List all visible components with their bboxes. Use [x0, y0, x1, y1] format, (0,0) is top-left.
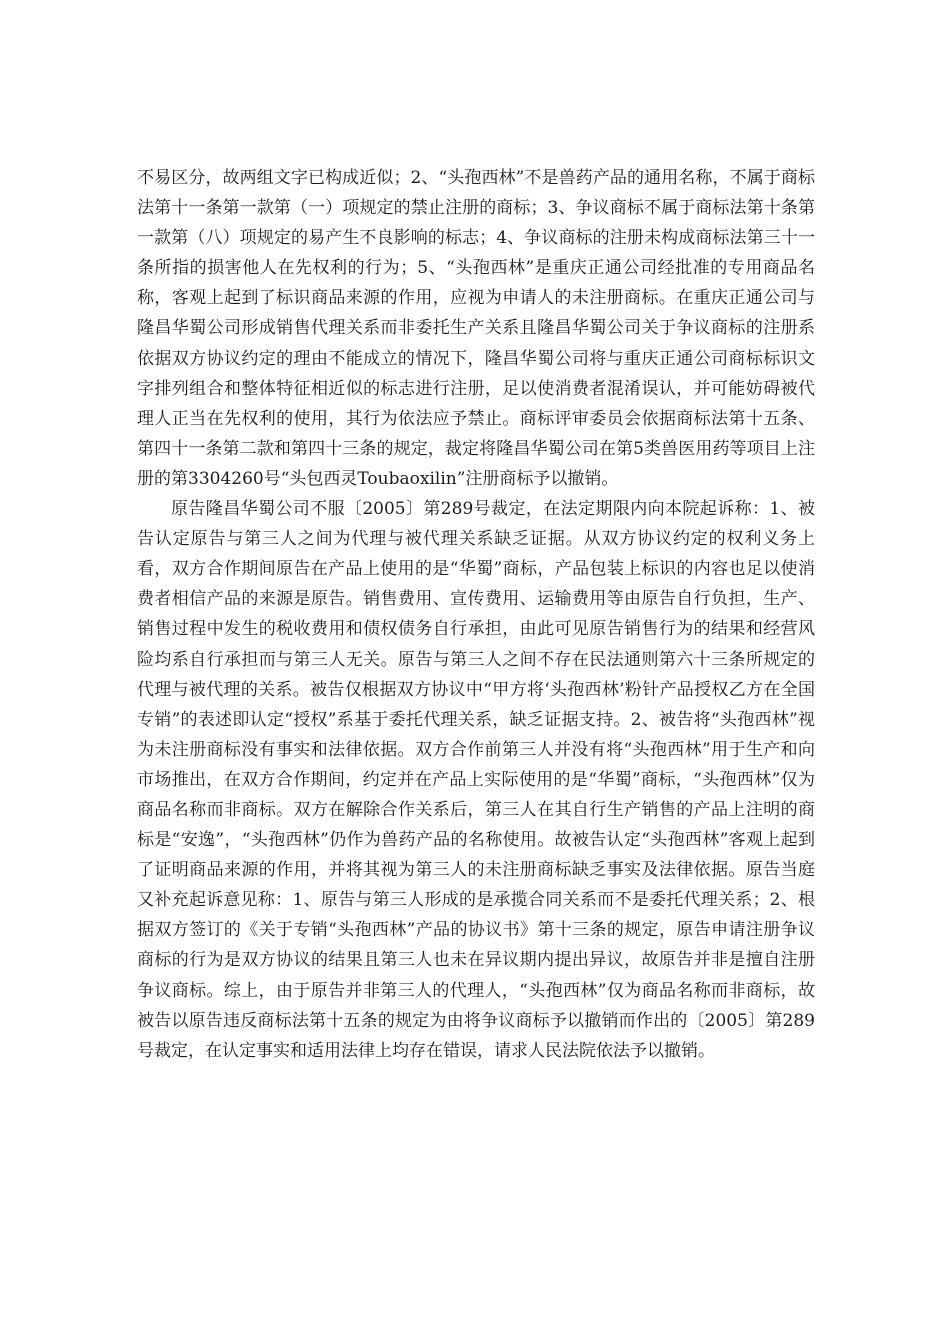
paragraph-1: 不易区分，故两组文字已构成近似；2、“头孢西林”不是兽药产品的通用名称，不属于商标法第十一条第一款第（一）项规定的禁止注册的商标；3、争议商标不属于商标法第十条第一款第（八）项规定的易产生不良影响的标志；4、争议商标的注册未构成商标法第三十一条所指的损害他人在先权利的行为；5、“头孢西林”是重庆正通公司经批准的专用商品名称，客观上起到了标识商品来源的作用，应视为申请人的未注册商标。在重庆正通公司与隆昌华蜀公司形成销售代理关系而非委托生产关系且隆昌华蜀公司关于争议商标的注册系依据双方协议约定的理由不能成立的情况下，隆昌华蜀公司将与重庆正通公司商标标识文字排列组合和整体特征相近似的标志进行注册，足以使消费者混淆误认，并可能妨碍被代理人正当在先权利的使用，其行为依法应予禁止。商标评审委员会依据商标法第十五条、第四十一条第二款和第四十三条的规定，裁定将隆昌华蜀公司在第5类兽医用药等项目上注册的第3304260号“头包西灵Toubaoxilin”注册商标予以撤销。: [137, 168, 815, 489]
paragraph-2: 原告隆昌华蜀公司不服〔2005〕第289号裁定，在法定期限内向本院起诉称：1、被告认定原告与第三人之间为代理与被代理关系缺乏证据。从双方协议约定的权利义务上看，双方合作期间原告在产品上使用的是“华蜀”商标，产品包装上标识的内容也足以使消费者相信产品的来源是原告。销售费用、宣传费用、运输费用等由原告自行负担，生产、销售过程中发生的税收费用和债权债务自行承担，由此可见原告销售行为的结果和经营风险均系自行承担而与第三人无关。原告与第三人之间不存在民法通则第六十三条所规定的代理与被代理的关系。被告仅根据双方协议中“甲方将‘头孢西林’粉针产品授权乙方在全国专销”的表述即认定“授权”系基于委托代理关系，缺乏证据支持。2、被告将“头孢西林”视为未注册商标没有事实和法律依据。双方合作前第三人并没有将“头孢西林”用于生产和向市场推出，在双方合作期间，约定并在产品上实际使用的是“华蜀”商标，“头孢西林”仅为商品名称而非商标。双方在解除合作关系后，第三人在其自行生产销售的产品上注明的商标是“安逸”，“头孢西林”仍作为兽药产品的名称使用。故被告认定“头孢西林”客观上起到了证明商品来源的作用，并将其视为第三人的未注册商标缺乏事实及法律依据。原告当庭又补充起诉意见称：1、原告与第三人形成的是承揽合同关系而不是委托代理关系；2、根据双方签订的《关于专销“头孢西林”产品的协议书》第十三条的规定，原告申请注册争议商标的行为是双方协议的结果且第三人也未在异议期内提出异议，故原告并非是擅自注册争议商标。综上，由于原告并非第三人的代理人，“头孢西林”仅为商品名称而非商标，故被告以原告违反商标法第十五条的规定为由将争议商标予以撤销而作出的〔2005〕第289号裁定，在认定事实和适用法律上均存在错误，请求人民法院依法予以撤销。: [137, 499, 815, 1061]
document-body: [137, 163, 815, 1066]
